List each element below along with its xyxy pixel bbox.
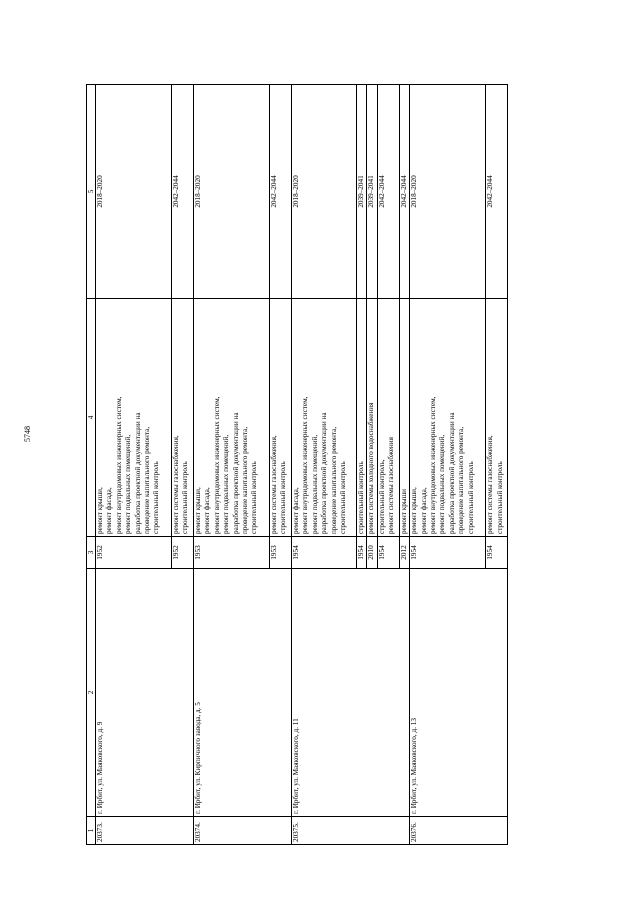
entry-number: 20374. xyxy=(194,817,292,845)
work-item: проведение капитального ремонта, xyxy=(241,426,250,534)
work-item: ремонт крыши xyxy=(399,488,408,534)
year-cell: 1954 xyxy=(377,537,399,569)
work-item: ремонт системы холодного водоснабжения xyxy=(367,402,376,534)
work-item: строительный контроль xyxy=(152,461,161,534)
work-item: разработка проектной документации на xyxy=(133,412,142,534)
year-cell: 1954 xyxy=(292,537,357,569)
work-item: строительный контроль xyxy=(357,461,365,534)
work-item: проведение капитального ремонта, xyxy=(143,426,152,534)
work-item: строительный контроль xyxy=(279,461,288,534)
year-cell: 1953 xyxy=(194,537,270,569)
header-col-3: 3 xyxy=(87,537,96,569)
work-item: ремонт фасада, xyxy=(292,487,300,534)
works-cell xyxy=(292,299,357,537)
period-cell: 2042–2044 xyxy=(270,85,292,299)
work-item: ремонт системы газоснабжения, xyxy=(270,435,278,534)
period-cell: 2018–2020 xyxy=(96,85,172,299)
work-item: строительный контроль xyxy=(250,461,259,534)
entry-address: г. Ирбит, ул. Кирпичного завода, д. 5 xyxy=(194,569,292,817)
year-cell: 1953 xyxy=(270,537,292,569)
works-cell xyxy=(96,299,172,537)
work-item: проведение капитального ремонта, xyxy=(457,426,466,534)
work-item: строительный контроль xyxy=(181,461,190,534)
period-cell: 2042–2044 xyxy=(486,85,508,299)
year-cell: 1954 xyxy=(486,537,508,569)
entry-number: 20376. xyxy=(410,817,508,845)
work-item: проведение капитального ремонта, xyxy=(329,426,338,534)
period-cell: 2039–2041 xyxy=(367,85,377,299)
header-col-1: 1 xyxy=(87,817,96,845)
work-item: разработка проектной документации на xyxy=(231,412,240,534)
entry-address: г. Ирбит, ул. Маяковского, д. 11 xyxy=(292,569,410,817)
period-cell: 2042–2044 xyxy=(172,85,194,299)
work-item: ремонт системы газоснабжения, xyxy=(486,435,495,534)
work-item: разработка проектной документации на xyxy=(320,412,329,534)
entry-number: 20375. xyxy=(292,817,410,845)
table-row xyxy=(194,85,270,845)
works-cell xyxy=(399,299,409,537)
year-cell: 1954 xyxy=(410,537,486,569)
work-item: строительный контроль xyxy=(495,461,504,534)
work-item: ремонт крыши, xyxy=(194,487,202,534)
work-item: ремонт фасада, xyxy=(105,487,114,534)
period-cell: 2018–2020 xyxy=(194,85,270,299)
year-cell: 2010 xyxy=(367,537,377,569)
works-cell xyxy=(367,299,377,537)
work-item: ремонт крыши, xyxy=(96,487,104,534)
works-cell xyxy=(172,299,194,537)
work-item: ремонт фасада, xyxy=(419,487,428,534)
works-cell xyxy=(357,299,367,537)
year-cell: 1952 xyxy=(96,537,172,569)
work-item: ремонт внутридомовых инженерных систем, xyxy=(114,396,123,534)
work-item: строительный контроль xyxy=(466,461,475,534)
work-item: ремонт системы газоснабжения xyxy=(387,437,396,534)
period-cell: 2039–2041 xyxy=(357,85,367,299)
entry-address: г. Ирбит, ул. Маяковского, д. 9 xyxy=(96,569,194,817)
work-item: ремонт системы газоснабжения, xyxy=(172,435,180,534)
header-col-4: 4 xyxy=(87,299,96,537)
year-cell: 2012 xyxy=(399,537,409,569)
period-cell: 2042–2044 xyxy=(377,85,399,299)
entry-address: г. Ирбит, ул. Маяковского, д. 13 xyxy=(410,569,508,817)
works-cell xyxy=(410,299,486,537)
work-item: ремонт подвальных помещений, xyxy=(438,434,447,534)
works-cell xyxy=(270,299,292,537)
works-cell xyxy=(194,299,270,537)
table-header-row xyxy=(87,85,96,845)
header-col-2: 2 xyxy=(87,569,96,817)
work-item: строительный контроль xyxy=(339,461,348,534)
table-row xyxy=(410,85,486,845)
work-item: ремонт подвальных помещений, xyxy=(310,434,319,534)
work-item: разработка проектной документации на xyxy=(447,412,456,534)
work-item: строительный контроль, xyxy=(377,459,386,534)
page-number: 5748 xyxy=(23,426,32,442)
period-cell: 2018–2020 xyxy=(410,85,486,299)
work-item: ремонт крыши, xyxy=(410,487,419,534)
entry-number: 20373. xyxy=(96,817,194,845)
work-item: ремонт фасада, xyxy=(203,487,212,534)
work-item: ремонт внутридомовых инженерных систем, xyxy=(301,396,310,534)
year-cell: 1952 xyxy=(172,537,194,569)
work-item: ремонт подвальных помещений, xyxy=(222,434,231,534)
work-item: ремонт подвальных помещений, xyxy=(124,434,133,534)
work-item: ремонт внутридомовых инженерных систем, xyxy=(429,396,438,534)
works-cell xyxy=(486,299,508,537)
period-cell: 2042–2044 xyxy=(399,85,409,299)
repair-schedule-table xyxy=(86,84,508,845)
year-cell: 1954 xyxy=(357,537,367,569)
rotated-page xyxy=(86,85,578,845)
period-cell: 2018–2020 xyxy=(292,85,357,299)
header-col-5: 5 xyxy=(87,85,96,299)
table-row xyxy=(292,85,357,845)
table-row xyxy=(96,85,172,845)
works-cell xyxy=(377,299,399,537)
work-item: ремонт внутридомовых инженерных систем, xyxy=(212,396,221,534)
